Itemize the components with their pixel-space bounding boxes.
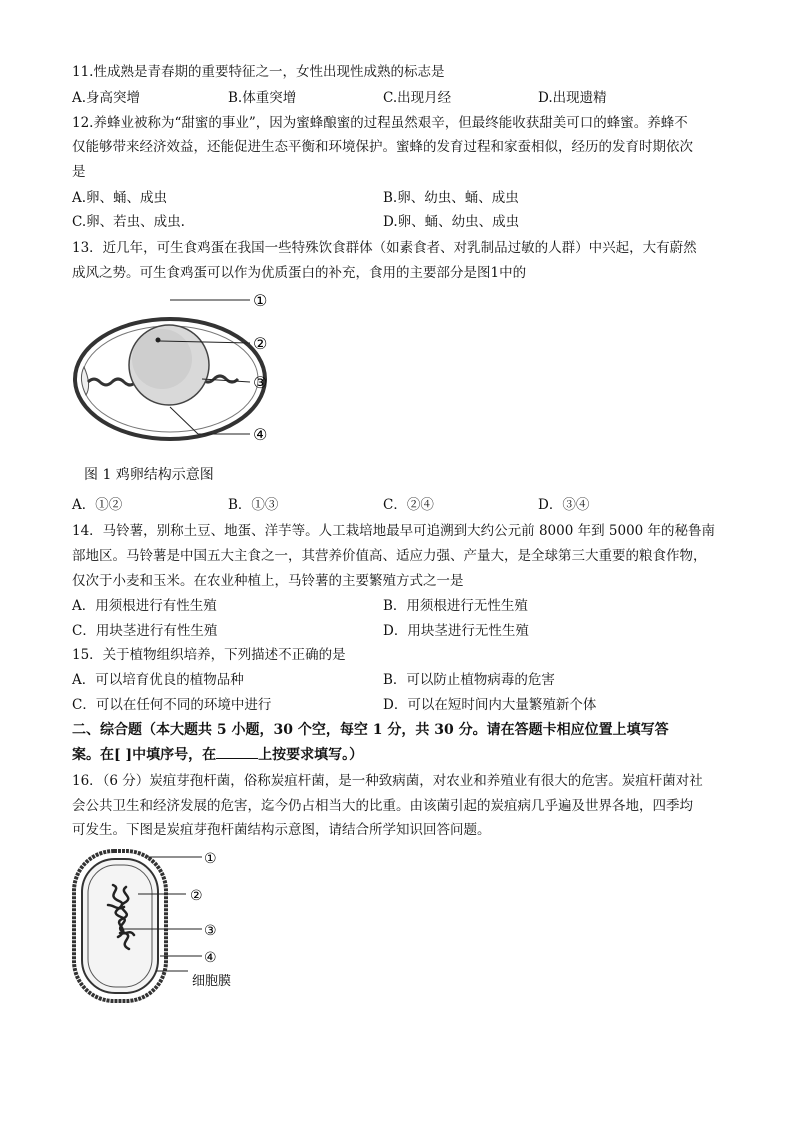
q13-option-a[interactable]: A．①② bbox=[72, 497, 123, 513]
q16-stem-line-3: 可发生。下图是炭疽芽孢杆菌结构示意图，请结合所学知识回答问题。 bbox=[72, 822, 491, 838]
q14-option-b[interactable]: B．用须根进行无性生殖 bbox=[383, 598, 528, 614]
q14-stem-line-3: 仅次于小麦和玉米。在农业种植上，马铃薯的主要繁殖方式之一是 bbox=[72, 573, 464, 589]
egg-label-3: ③ bbox=[253, 373, 268, 392]
q12-option-b[interactable]: B.卵、幼虫、蛹、成虫 bbox=[383, 190, 519, 206]
q12-option-a[interactable]: A.卵、蛹、成虫 bbox=[72, 190, 168, 206]
q15-option-c[interactable]: C．可以在任何不同的环境中进行 bbox=[72, 697, 272, 713]
section-2-heading-part-b: 上按要求填写。） bbox=[258, 747, 364, 763]
q12-option-c[interactable]: C.卵、若虫、成虫. bbox=[72, 214, 185, 230]
q14-stem-line-1: 14．马铃薯，别称土豆、地蛋、洋芋等。人工栽培地最早可追溯到大约公元前 8000 年到 5000 年的秘鲁南 bbox=[72, 523, 716, 539]
bacillus-label-3: ③ bbox=[204, 923, 217, 939]
q15-option-b[interactable]: B．可以防止植物病毒的危害 bbox=[383, 672, 555, 688]
q12-option-d[interactable]: D.卵、蛹、幼虫、成虫 bbox=[383, 214, 520, 230]
bacillus-label-1: ① bbox=[204, 851, 217, 867]
q16-stem-line-1: 16．（6 分）炭疽芽孢杆菌，俗称炭疽杆菌，是一种致病菌，对农业和养殖业有很大的危害。炭疽杆菌对社 bbox=[72, 773, 703, 789]
q12-stem-line-3: 是 bbox=[72, 164, 86, 180]
q13-option-d[interactable]: D．③④ bbox=[538, 497, 590, 513]
q11-option-a[interactable]: A.身高突增 bbox=[72, 90, 141, 106]
q15-option-a[interactable]: A．可以培育优良的植物品种 bbox=[72, 672, 244, 688]
q13-stem-line-1: 13．近几年，可生食鸡蛋在我国一些特殊饮食群体（如素食者、对乳制品过敏的人群）中兴起，大有蔚然 bbox=[72, 240, 697, 256]
q11-option-d[interactable]: D.出现遗精 bbox=[538, 90, 607, 106]
q13-option-b[interactable]: B．①③ bbox=[228, 497, 279, 513]
q14-option-c[interactable]: C．用块茎进行有性生殖 bbox=[72, 623, 218, 639]
q12-stem-line-1: 12.养蜂业被称为“甜蜜的事业”，因为蜜蜂酿蜜的过程虽然艰辛，但最终能收获甜美可口的蜂蜜。养蜂不 bbox=[72, 115, 688, 131]
section-2-heading-part-a: 案。在[ ]中填序号，在 bbox=[72, 747, 217, 763]
q14-stem-line-2: 部地区。马铃薯是中国五大主食之一，其营养价值高、适应力强、产量大，是全球第三大重要的粮食作物， bbox=[72, 548, 707, 564]
q14-option-a[interactable]: A．用须根进行有性生殖 bbox=[72, 598, 217, 614]
section-2-heading-line-1: 二、综合题（本大题共 5 小题，30 个空，每空 1 分，共 30 分。请在答题卡相应位置上填写答 bbox=[72, 722, 669, 738]
egg-label-4: ④ bbox=[253, 425, 268, 444]
egg-structure-diagram bbox=[70, 287, 290, 452]
q15-option-d[interactable]: D．可以在短时间内大量繁殖新个体 bbox=[383, 697, 597, 713]
q13-option-c[interactable]: C．②④ bbox=[383, 497, 434, 513]
bacillus-label-2: ② bbox=[190, 888, 203, 904]
q11-stem: 11.性成熟是青春期的重要特征之一，女性出现性成熟的标志是 bbox=[72, 64, 445, 80]
q16-stem-line-2: 会公共卫生和经济发展的危害，迄今仍占相当大的比重。由该菌引起的炭疽病几乎遍及世界各地，四季均 bbox=[72, 798, 693, 814]
figure-1-caption: 图 1 鸡卵结构示意图 bbox=[84, 467, 214, 483]
egg-label-1: ① bbox=[253, 291, 268, 310]
bacillus-label-membrane: 细胞膜 bbox=[192, 974, 232, 989]
bacillus-structure-diagram bbox=[68, 845, 268, 1005]
q11-option-b[interactable]: B.体重突增 bbox=[228, 90, 297, 106]
q13-stem-line-2: 成风之势。可生食鸡蛋可以作为优质蛋白的补充，食用的主要部分是图1中的 bbox=[72, 265, 527, 281]
q15-stem: 15．关于植物组织培养，下列描述不正确的是 bbox=[72, 647, 346, 663]
q11-option-c[interactable]: C.出现月经 bbox=[383, 90, 452, 106]
egg-label-2: ② bbox=[253, 334, 268, 353]
bacillus-label-4: ④ bbox=[204, 950, 217, 966]
q12-stem-line-2: 仅能够带来经济效益，还能促进生态平衡和环境保护。蜜蜂的发育过程和家蚕相似，经历的发育时期依次 bbox=[72, 139, 693, 155]
q14-option-d[interactable]: D．用块茎进行无性生殖 bbox=[383, 623, 529, 639]
section-2-heading-line-2 bbox=[72, 744, 722, 765]
germinal-disc bbox=[156, 338, 161, 343]
fill-blank-sample bbox=[216, 744, 258, 759]
